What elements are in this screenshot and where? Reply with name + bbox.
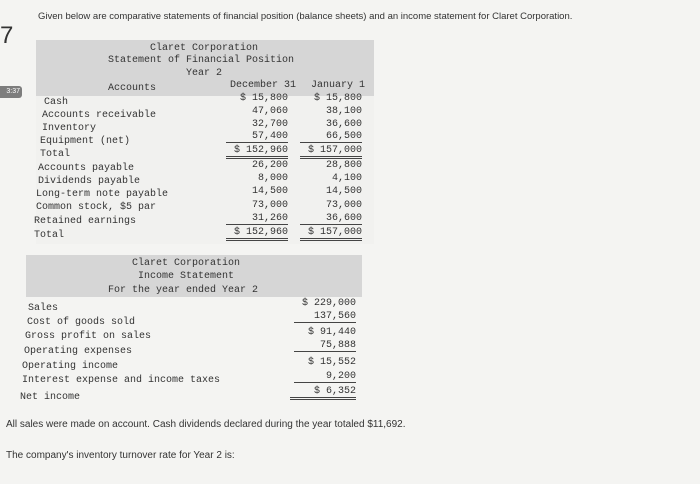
bs-cell-dec31: $ 15,800 [239, 93, 288, 104]
bs-cell-jan1: 14,500 [325, 186, 362, 197]
question-number: 7 [0, 22, 14, 49]
bs-col2-header: January 1 [311, 80, 366, 91]
is-row-label: Interest expense and income taxes [22, 375, 221, 386]
bs-row-label: Long-term note payable [36, 189, 169, 200]
bs-cell-dec31: 47,060 [251, 106, 288, 117]
intro-text: Given below are comparative statements of financial position (balance sheets) and an income statement for Claret Corporation. [38, 11, 573, 22]
bs-row-label: Common stock, $5 par [36, 202, 157, 213]
bs-cell-dec31: $ 152,960 [226, 145, 288, 159]
bs-cell-jan1: $ 15,800 [313, 93, 362, 104]
bs-row-label: Cash [44, 97, 69, 108]
bs-cell-jan1: 66,500 [300, 131, 362, 143]
is-row-label: Sales [28, 303, 59, 314]
bs-cell-jan1: $ 157,000 [300, 227, 362, 241]
bs-row-label: Inventory [42, 123, 97, 134]
is-cell-value: $ 229,000 [301, 298, 356, 309]
question-text: The company's inventory turnover rate for Year 2 is: [6, 450, 235, 461]
bs-cell-dec31: $ 152,960 [226, 227, 288, 241]
bs-cell-dec31: 26,200 [251, 160, 288, 171]
bs-cell-dec31: 73,000 [251, 200, 288, 211]
is-cell-value: $ 91,440 [307, 327, 356, 338]
bs-row-label: Total [34, 230, 65, 241]
is-company: Claret Corporation [132, 258, 241, 269]
is-row-label: Cost of goods sold [27, 317, 136, 328]
bs-cell-jan1: 36,600 [300, 213, 362, 225]
bs-cell-jan1: 73,000 [325, 200, 362, 211]
bs-row-label: Equipment (net) [40, 136, 131, 147]
timer-badge: 3:37 [0, 86, 22, 98]
bs-cell-dec31: 8,000 [257, 173, 288, 184]
bs-row-label: Dividends payable [38, 176, 141, 187]
bs-col1-header: December 31 [230, 80, 297, 91]
bs-title: Statement of Financial Position [108, 55, 295, 66]
is-cell-value: $ 6,352 [290, 386, 356, 400]
is-cell-value: 137,560 [294, 311, 356, 323]
bs-row-label: Accounts receivable [42, 110, 157, 121]
bs-year: Year 2 [186, 68, 223, 79]
is-cell-value: 9,200 [294, 371, 356, 383]
is-row-label: Gross profit on sales [25, 331, 152, 342]
bs-cell-jan1: $ 157,000 [300, 145, 362, 159]
bs-cell-jan1: 36,600 [325, 119, 362, 130]
is-title: Income Statement [138, 271, 235, 282]
is-period: For the year ended Year 2 [108, 285, 259, 296]
bs-cell-jan1: 38,100 [325, 106, 362, 117]
is-row-label: Operating expenses [24, 346, 133, 357]
is-cell-value: 75,888 [294, 340, 356, 352]
bs-cell-dec31: 31,260 [226, 213, 288, 225]
is-row-label: Net income [20, 392, 81, 403]
bs-cell-jan1: 4,100 [331, 173, 362, 184]
bs-company: Claret Corporation [150, 43, 259, 54]
bs-cell-dec31: 14,500 [251, 186, 288, 197]
is-cell-value: $ 15,552 [307, 357, 356, 368]
bs-cell-jan1: 28,800 [325, 160, 362, 171]
bs-row-label: Accounts payable [38, 163, 135, 174]
bs-row-label: Total [40, 149, 71, 160]
bs-accounts-header: Accounts [108, 83, 157, 94]
is-row-label: Operating income [22, 361, 119, 372]
bs-row-label: Retained earnings [34, 216, 137, 227]
bs-cell-dec31: 57,400 [226, 131, 288, 143]
note-text: All sales were made on account. Cash dividends declared during the year totaled $11,692. [6, 419, 406, 430]
bs-cell-dec31: 32,700 [251, 119, 288, 130]
